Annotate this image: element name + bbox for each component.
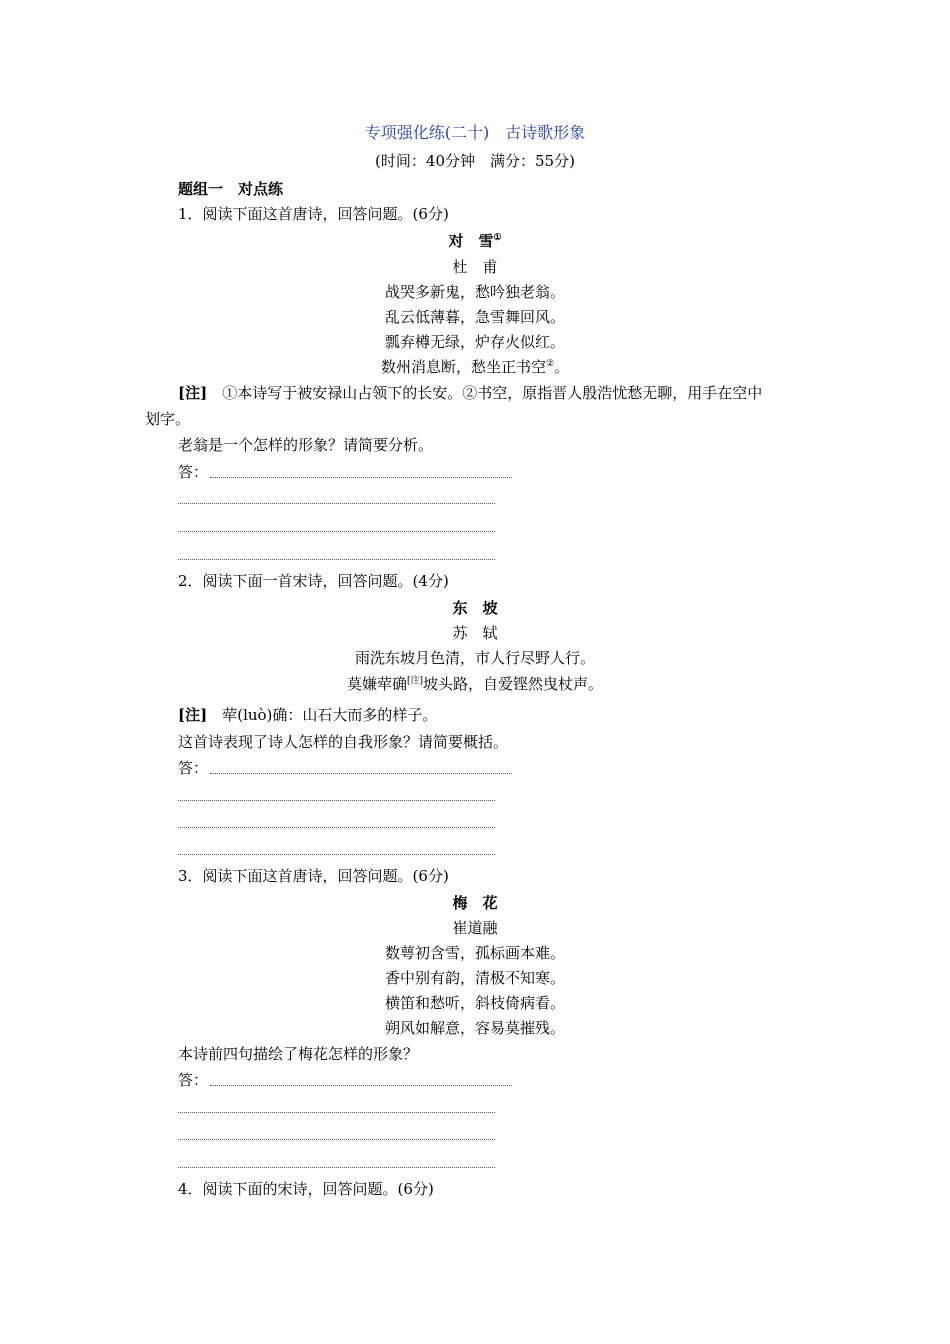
note-label: [注] <box>178 384 208 402</box>
group-heading: 题组一 对点练 <box>178 180 284 198</box>
q1-answer-line[interactable] <box>178 559 495 560</box>
q1-poem-author: 杜 甫 <box>452 258 498 276</box>
page-title: 专项强化练(二十) 古诗歌形象 <box>364 123 586 142</box>
q1-answer-label: 答： <box>178 463 209 481</box>
q1-poem-line: 数州消息断，愁坐正书空②。 <box>380 358 570 376</box>
q3-answer-line[interactable] <box>210 1085 512 1086</box>
q3-poem-title: 梅 花 <box>452 894 498 912</box>
q1-poem-title: 对 雪① <box>448 232 502 250</box>
q3-answer-line[interactable] <box>178 1112 495 1113</box>
q3-poem-line: 朔风如解意，容易莫摧残。 <box>384 1019 565 1037</box>
note-label: [注] <box>178 706 208 724</box>
q2-line-footnote-mark: [注] <box>406 676 424 686</box>
q3-prompt: 3．阅读下面这首唐诗，回答问题。(6分) <box>178 867 449 885</box>
q2-answer-line[interactable] <box>178 800 495 801</box>
q2-question: 这首诗表现了诗人怎样的自我形象？请简要概括。 <box>178 733 509 751</box>
q3-poem-line: 数萼初含雪，孤标画本难。 <box>384 944 565 962</box>
q3-answer-label: 答： <box>178 1071 209 1089</box>
q3-poem-author: 崔道融 <box>452 919 498 937</box>
q3-poem-line: 横笛和愁听，斜枝倚病看。 <box>384 994 565 1012</box>
q2-poem-title: 东 坡 <box>452 599 498 617</box>
q2-poem-line: 雨洗东坡月色清，市人行尽野人行。 <box>354 649 595 667</box>
q1-answer-line[interactable] <box>210 477 512 478</box>
page-subtitle: (时间：40分钟 满分：55分) <box>375 152 575 170</box>
q1-note-continued: 划字。 <box>145 410 191 428</box>
q2-poem-line: 莫嫌荦确[注]坡头路，自爱铿然曳杖声。 <box>346 675 604 693</box>
q1-answer-line[interactable] <box>178 531 495 532</box>
q1-answer-line[interactable] <box>178 503 495 504</box>
q2-answer-line[interactable] <box>210 773 512 774</box>
q2-answer-line[interactable] <box>178 854 495 855</box>
q2-answer-label: 答： <box>178 759 209 777</box>
q1-poem-line: 战哭多新鬼，愁吟独老翁。 <box>384 283 565 301</box>
q2-poem-author: 苏 轼 <box>452 624 498 642</box>
q4-prompt: 4．阅读下面的宋诗，回答问题。(6分) <box>178 1180 434 1198</box>
q2-answer-line[interactable] <box>178 827 495 828</box>
q3-poem-line: 香中别有韵，清极不知寒。 <box>384 969 565 987</box>
q3-answer-line[interactable] <box>178 1167 495 1168</box>
q2-note: [注] 荦(luò)确：山石大而多的样子。 <box>178 706 438 724</box>
q1-poem-line: 瓢弃樽无绿，炉存火似红。 <box>384 333 565 351</box>
q3-answer-line[interactable] <box>178 1139 495 1140</box>
q1-question: 老翁是一个怎样的形象？请简要分析。 <box>178 436 434 454</box>
q3-question: 本诗前四句描绘了梅花怎样的形象？ <box>178 1045 419 1063</box>
q1-poem-line: 乱云低薄暮，急雪舞回风。 <box>384 308 565 326</box>
q1-line-footnote-mark: ② <box>545 359 555 369</box>
q1-prompt: 1．阅读下面这首唐诗，回答问题。(6分) <box>178 205 449 223</box>
q2-prompt: 2．阅读下面一首宋诗，回答问题。(4分) <box>178 572 449 590</box>
q1-note: [注] ①本诗写于被安禄山占领下的长安。②书空，原指晋人殷浩忧愁无聊，用手在空中 <box>178 384 763 402</box>
q1-title-footnote-mark: ① <box>493 233 502 243</box>
